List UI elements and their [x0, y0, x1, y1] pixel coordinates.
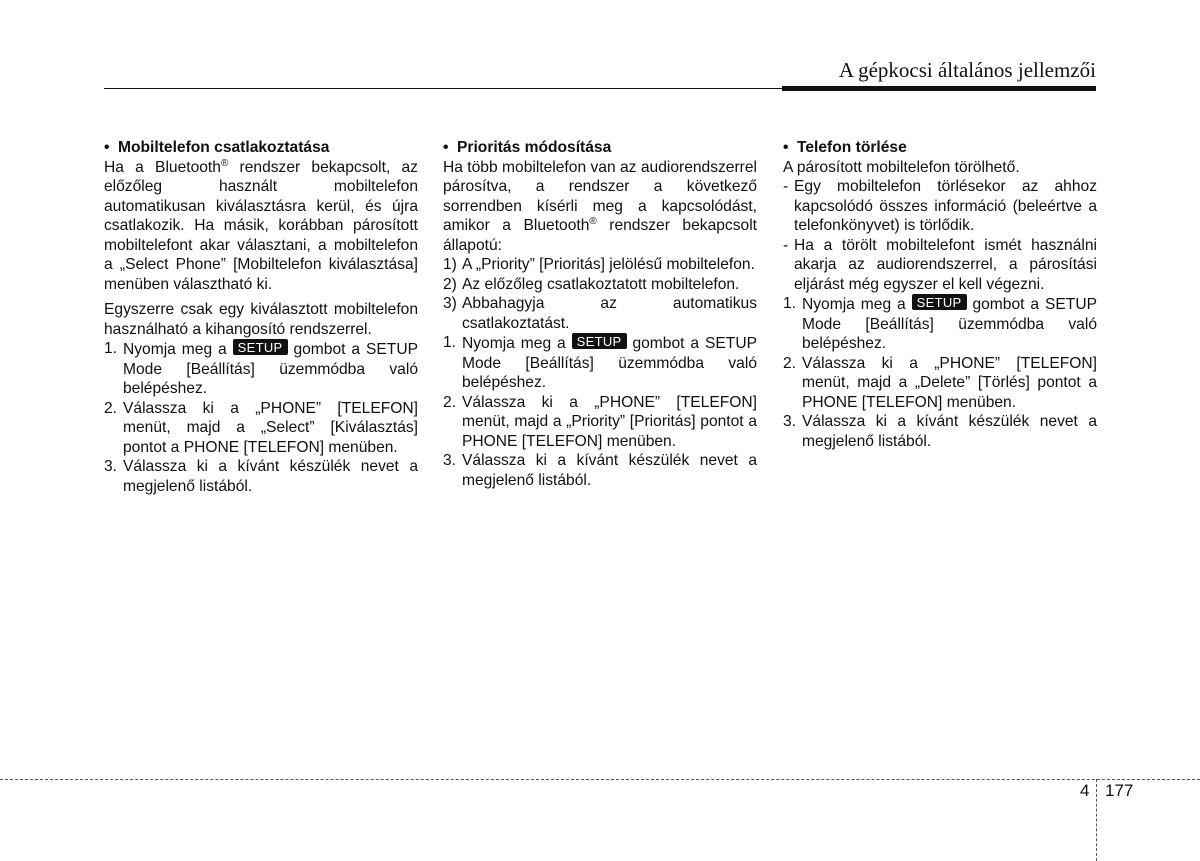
section-intro: A párosított mobiltelefon törölhető.	[783, 158, 1020, 176]
step-item: 1. Nyomja meg a SETUP gombot a SETUP Mode [Beállítás] üzemmódba való belépéshez.	[783, 295, 1097, 352]
bullet-icon: •	[443, 139, 449, 156]
step-item: 1. Nyomja meg a SETUP gombot a SETUP Mode [Beállítás] üzemmódba való belépéshez.	[443, 334, 757, 391]
section-phone-delete	[783, 138, 1097, 451]
footer-divider	[0, 779, 1200, 780]
setup-button-icon: SETUP	[572, 333, 627, 349]
notes-list	[783, 177, 1097, 294]
steps-list	[443, 333, 757, 490]
page-header-title: A gépkocsi általános jellemzői	[838, 58, 1096, 82]
steps-list	[104, 339, 418, 496]
step-item: 2. Válassza ki a „PHONE” [TELEFON] menüt, majd a „Select” [Kiválasztás] pontot a PHONE [TELEFON] menüben.	[104, 399, 418, 456]
step-item: 2. Válassza ki a „PHONE” [TELEFON] menüt, majd a „Delete” [Törlés] pontot a PHONE [TELEFON] menüben.	[783, 354, 1097, 411]
note-item: - Egy mobiltelefon törlésekor az ahhoz kapcsolódó összes információ (beleértve a telefonkönyvet) is törlődik.	[783, 178, 1097, 234]
priority-list	[443, 255, 757, 333]
section-mobile-connect	[104, 138, 418, 496]
section-title: • Mobiltelefon csatlakoztatása	[104, 139, 330, 156]
bullet-icon: •	[783, 139, 789, 156]
note-item: - Ha a törölt mobiltelefont ismét használni akarja az audiorendszerrel, a párosítási eljárást még egyszer el kell végezni.	[783, 236, 1097, 293]
setup-button-icon: SETUP	[233, 339, 288, 355]
priority-item: 3) Abbahagyja az automatikus csatlakoztatást.	[443, 295, 757, 332]
section-title: • Telefon törlése	[783, 139, 907, 156]
step-item: 2. Válassza ki a „PHONE” [TELEFON] menüt, majd a „Priority” [Prioritás] pontot a PHONE [TELEFON] menüben.	[443, 393, 757, 450]
footer-page-divider	[1096, 779, 1097, 861]
bullet-icon: •	[104, 139, 110, 156]
header-rule-accent	[782, 86, 1096, 91]
section-priority	[443, 138, 757, 490]
section-intro: Ha a Bluetooth® rendszer bekapcsolt, az előzőleg használt mobiltelefon automatikusan kiválasztásra kerül, és újra csatlakozik. Ha másik, korábban párosított mobiltelefont akar választani, a mobiltelefon a „Select Phone” [Mobiltelefon kiválasztása] menüben választható ki.	[104, 157, 418, 293]
step-item: 3. Válassza ki a kívánt készülék nevet a megjelenő listából.	[783, 413, 1097, 450]
setup-button-icon: SETUP	[912, 294, 967, 310]
step-item: 3. Válassza ki a kívánt készülék nevet a megjelenő listából.	[443, 452, 757, 489]
steps-list	[783, 294, 1097, 451]
page-number: 177	[1105, 781, 1134, 800]
priority-item: 2) Az előzőleg csatlakoztatott mobiltelefon.	[443, 275, 740, 293]
section-intro: Ha több mobiltelefon van az audiorendszerrel párosítva, a rendszer a következő sorrendben kísérli meg a kapcsolódást, amikor a Bluetooth® rendszer bekapcsolt állapotú:	[443, 158, 757, 254]
step-item: 3. Válassza ki a kívánt készülék nevet a megjelenő listából.	[104, 458, 418, 495]
priority-item: 1) A „Priority” [Prioritás] jelölésű mobiltelefon.	[443, 256, 755, 273]
section-title: • Prioritás módosítása	[443, 139, 612, 156]
chapter-number: 4	[1080, 781, 1090, 800]
step-item: 1. Nyomja meg a SETUP gombot a SETUP Mode [Beállítás] üzemmódba való belépéshez.	[104, 340, 418, 397]
section-note: Egyszerre csak egy kiválasztott mobiltelefon használható a kihangosító rendszerrel.	[104, 301, 418, 338]
